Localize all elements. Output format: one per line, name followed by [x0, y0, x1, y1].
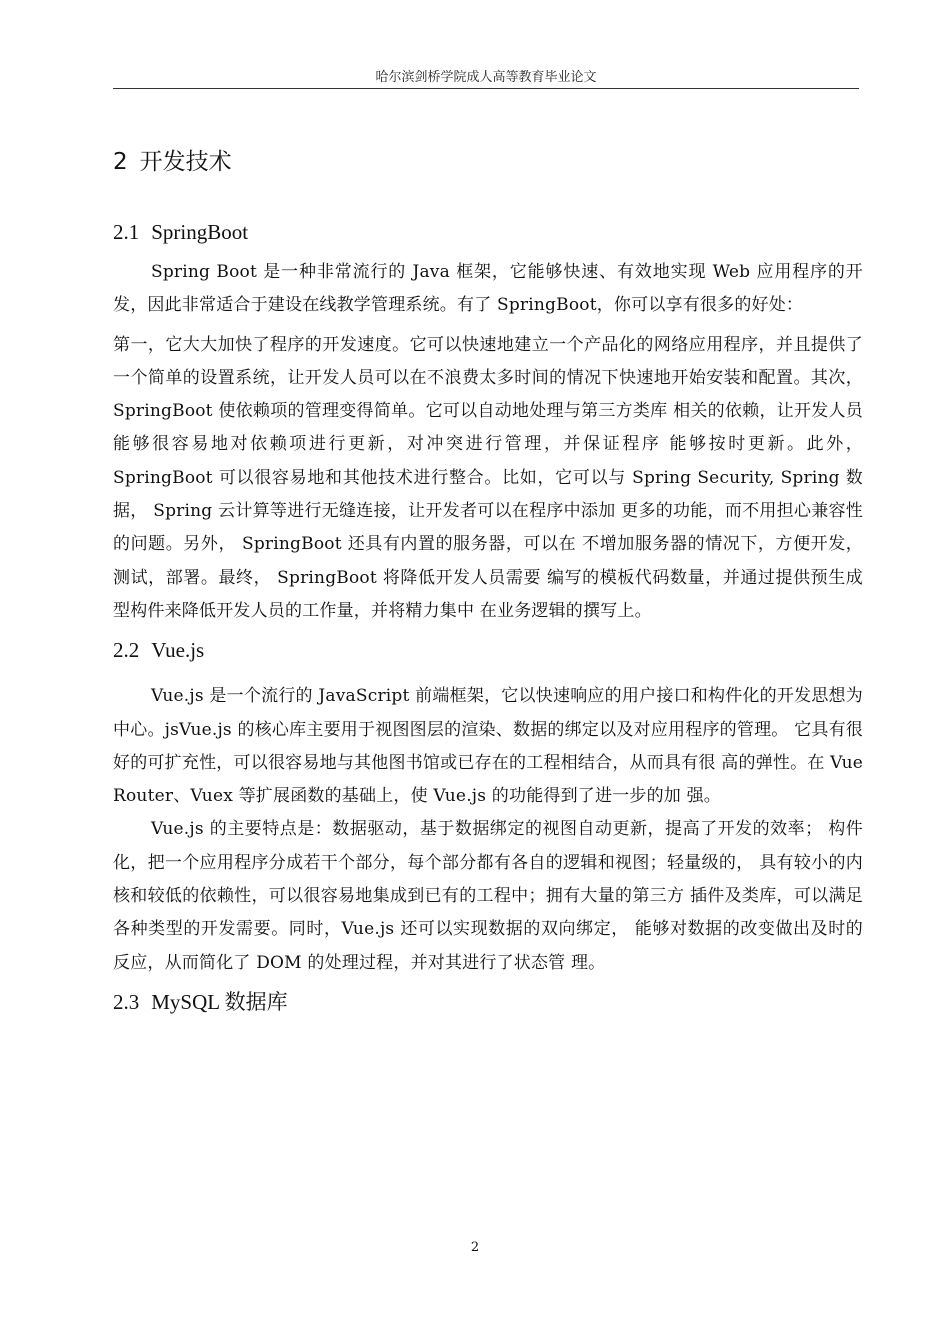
page-number: 2	[470, 1240, 480, 1255]
section-number: 2.1	[113, 220, 140, 244]
section-heading-2-3	[113, 986, 863, 1018]
section-number: 2.3	[113, 989, 140, 1014]
paragraph-springboot-benefits: 第一，它大大加快了程序的开发速度。它可以快速地建立一个产品化的网络应用程序，并且提供了一个简单的设置系统，让开发人员可以在不浪费太多时间的情况下快速地开始安装和配置。其次， SpringBoot 使依赖项的管理变得简单。它可以自动地处理与第三方类库 相关的依赖，让开发人员能够很容易地对依赖项进行更新，对冲突进行管理，并保证程序 能够按时更新。此外， SpringBoot 可以很容易地和其他技术进行整合。比如，它可以与 Spring Security, Spring 数据， Spring 云计算等进行无缝连接，让开发者可以在程序中添加 更多的功能，而不用担心兼容性的问题。另外， SpringBoot 还具有内置的服务器，可以在 不增加服务器的情况下，方便开发，测试，部署。最终， SpringBoot 将降低开发人员需要 编写的模板代码数量，并通过提供预生成型构件来降低开发人员的工作量，并将精力集中 在业务逻辑的撰写上。	[113, 334, 863, 621]
section-title: MySQL 数据库	[151, 989, 288, 1014]
chapter-number: 2	[113, 149, 128, 175]
section-title: SpringBoot	[151, 220, 249, 244]
paragraph-vue-features: Vue.js 的主要特点是：数据驱动，基于数据绑定的视图自动更新，提高了开发的效率； 构件化，把一个应用程序分成若干个部分，每个部分都有各自的逻辑和视图；轻量级的， 具有较小的内核和较低的依赖性，可以很容易地集成到已有的工程中；拥有大量的第三方 插件及类库，可以满足各种类型的开发需要。同时，Vue.js 还可以实现数据的双向绑定， 能够对数据的改变做出及时的反应，从而简化了 DOM 的处理过程，并对其进行了状态管 理。	[113, 819, 863, 973]
page-content	[113, 140, 863, 1026]
chapter-heading	[113, 146, 863, 178]
chapter-title: 开发技术	[139, 149, 232, 175]
header-divider	[113, 88, 859, 89]
paragraph-vue-intro: Vue.js 是一个流行的 JavaScript 前端框架，它以快速响应的用户接口和构件化的开发思想为中心。jsVue.js 的核心库主要用于视图图层的渲染、数据的绑定以及对应用程序的管理。 它具有很好的可扩充性，可以很容易地与其他图书馆或已存在的工程相结合，从而具有很 高的弹性。在 Vue Router、Vuex 等扩展函数的基础上，使 Vue.js 的功能得到了进一步的加 强。	[113, 686, 863, 807]
paragraph-springboot-intro: Spring Boot 是一种非常流行的 Java 框架，它能够快速、有效地实现 Web 应用程序的开发，因此非常适合于建设在线教学管理系统。有了 SpringBoot，你可以享有很多的好处：	[113, 262, 863, 316]
section-heading-2-1	[113, 216, 863, 248]
page-header: 哈尔滨剑桥学院成人高等教育毕业论文	[375, 70, 597, 85]
section-number: 2.2	[113, 638, 140, 663]
section-heading-2-2	[113, 634, 863, 666]
section-title: Vue.js	[151, 638, 205, 663]
